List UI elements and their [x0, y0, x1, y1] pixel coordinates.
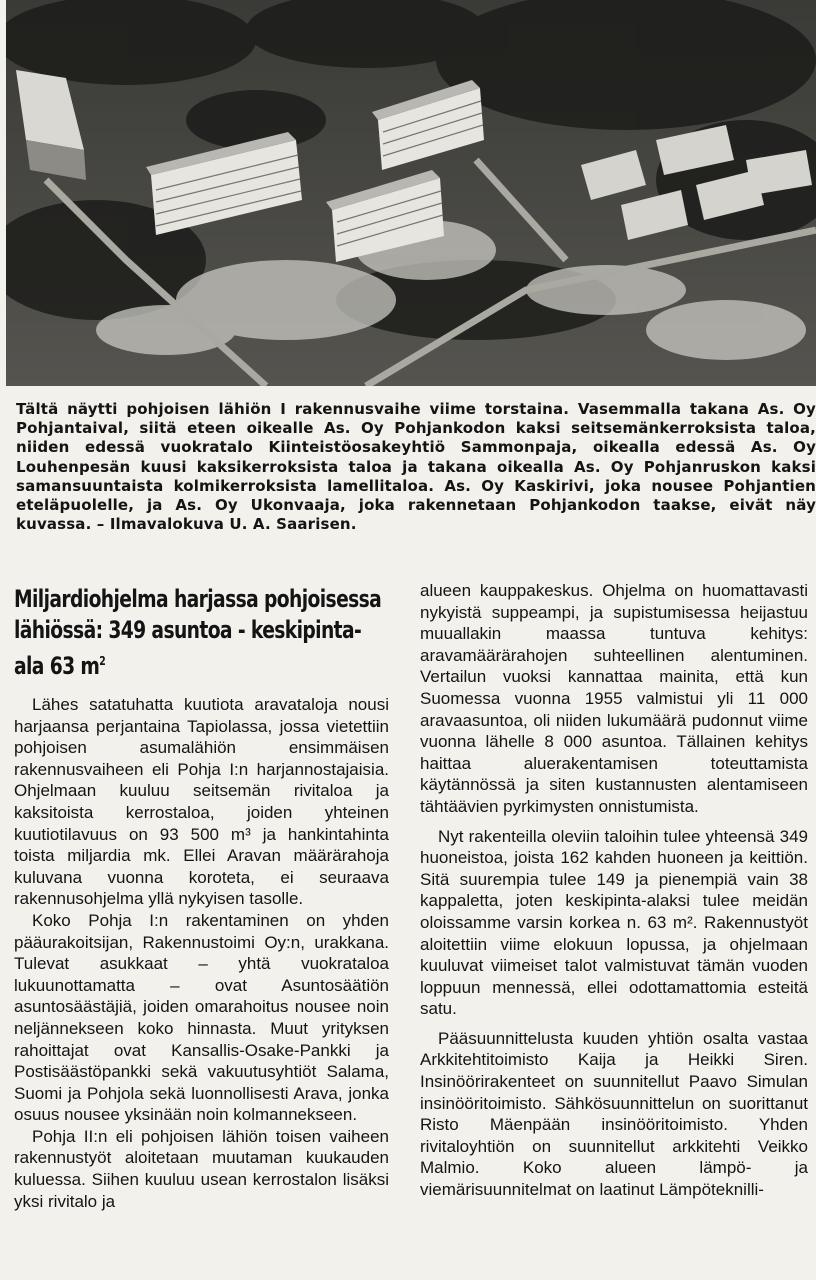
headline-superscript: 2: [99, 654, 106, 668]
aerial-photo-icon: [6, 0, 816, 386]
left-paragraph-3: Pohja II:n eli pohjoisen lähiön toisen vaiheen rakennustyöt aloitetaan muutaman kuukauden kuluessa. Siihen kuuluu usean kerrostalon lisäksi yksi rivitalo ja: [14, 1126, 389, 1211]
right-paragraph-3: Pääsuunnittelusta kuuden yhtiön osalta vastaa Arkkitehtitoimisto Kaija ja Heikki Siren. Insinöörirakenteet on suunnitellut Paavo Simulan insinööritoimisto. Sähkösuunnittelun on suorittanut Risto Mäenpään insinööritoimisto. Yhden rivitaloyhtiön on suunnitellut arkkitehti Veikko Malmio. Koko alueen lämpö- ja viemärisuunnitelmat on laatinut Lämpöteknilli-: [420, 1028, 808, 1200]
right-paragraph-1: alueen kauppakeskus. Ohjelma on huomattavasti nykyistä suppeampi, ja supistumisessa heijastuu muuallakin maassa tuntuva kehitys: aravamäärärahojen suhteellinen alentuminen. Vertailun vuoksi kannattaa mainita, että kun Suomessa vuonna 1955 valmistui yli 11 000 aravaasuntoa, oli niiden lukumäärä pudonnut viime vuonna lähelle 8 000 asuntoa. Tällainen kehitys haittaa aluerakentamisen toteuttamista käytännössä ja siten kustannusten alentamiseen tähtäävien pyrkimysten onnistumista.: [420, 581, 808, 816]
left-paragraph-2: Koko Pohja I:n rakentaminen on yhden pääurakoitsijan, Rakennustoimi Oy:n, urakkana. Tulevat asukkaat – yhtä vuokrataloa lukuunottamatta – ovat Asuntosäätiön asuntosäästäjiä, joiden omarahoitus nousee noin neljännekseen koko hinnasta. Muut yrityksen rahoittajat ovat Kansallis-Osake-Pankki ja Postisäästöpankki sekä vakuutusyhtiöt Salama, Suomi ja Pohjola sekä luonnollisesti Arava, jonka osuus nousee yksinään noin kolmannekseen.: [14, 910, 389, 1125]
photo-caption: [16, 400, 816, 534]
right-paragraph-2: Nyt rakenteilla oleviin taloihin tulee yhteensä 349 huoneistoa, joista 162 kahden huoneen ja keittiön. Sitä suurempia tulee 149 ja pienempiä vain 38 kappaletta, joten keskipinta-alaksi tulee meidän oloissamme varsin korkea n. 63 m². Rakennustyöt aloitettiin viime elokuun lopussa, ja ohjelmaan kuuluvat viimeiset talot valmistuvat tämän vuoden loppuun mennessä, ellei odottamattomia esteitä satu.: [420, 826, 808, 1019]
headline-text: Miljardiohjelma harjassa pohjoisessa lähiössä: 349 asuntoa - keskipinta-ala 63 m: [14, 585, 382, 680]
left-paragraph-1: Lähes satatuhatta kuutiota aravataloja nousi harjaansa perjantaina Tapiolassa, jossa vietettiin pohjoisen asumalähiön ensimmäisen rakennusvaiheen eli Pohja I:n harjannostajaisia. Ohjelmaan kuuluu seitsemän rivitaloa ja kaksitoista kerrostaloa, joiden yhteinen kuutiotilavuus on 93 500 m³ ja hankintahinta toista miljardia mk. Ellei Aravan määrärahoja kuluvana vuonna koroteta, ei seuraava rakennusohjelma yllä nykyisen tasolle.: [14, 695, 389, 909]
aerial-photo: [6, 0, 816, 386]
article-right-column: [420, 580, 808, 1201]
article-headline: [14, 584, 388, 682]
article-left-column: [14, 584, 389, 1212]
caption-text: Tältä näytti pohjoisen lähiön I rakennusvaihe viime torstaina. Vasemmalla takana As. Oy Pohjantaival, siitä eteen oikealle As. Oy Pohjankodon kaksi seitsemänkerroksista taloa, niiden edessä vuokratalo Kiinteistöosakeyhtiö Sammonpaja, oikealla edessä As. Oy Louhenpesän kuusi kaksikerroksista taloa ja takana oikealla As. Oy Pohjanruskon kaksi samansuuntaista kolmikerroksista lamellitaloa. As. Oy Kaskirivi, joka nousee Pohjantien eteläpuolelle, ja As. Oy Ukonvaaja, joka rakennetaan Pohjankodon taakse, eivät näy kuvassa. – Ilmavalokuva U. A. Saarisen.: [16, 400, 816, 534]
